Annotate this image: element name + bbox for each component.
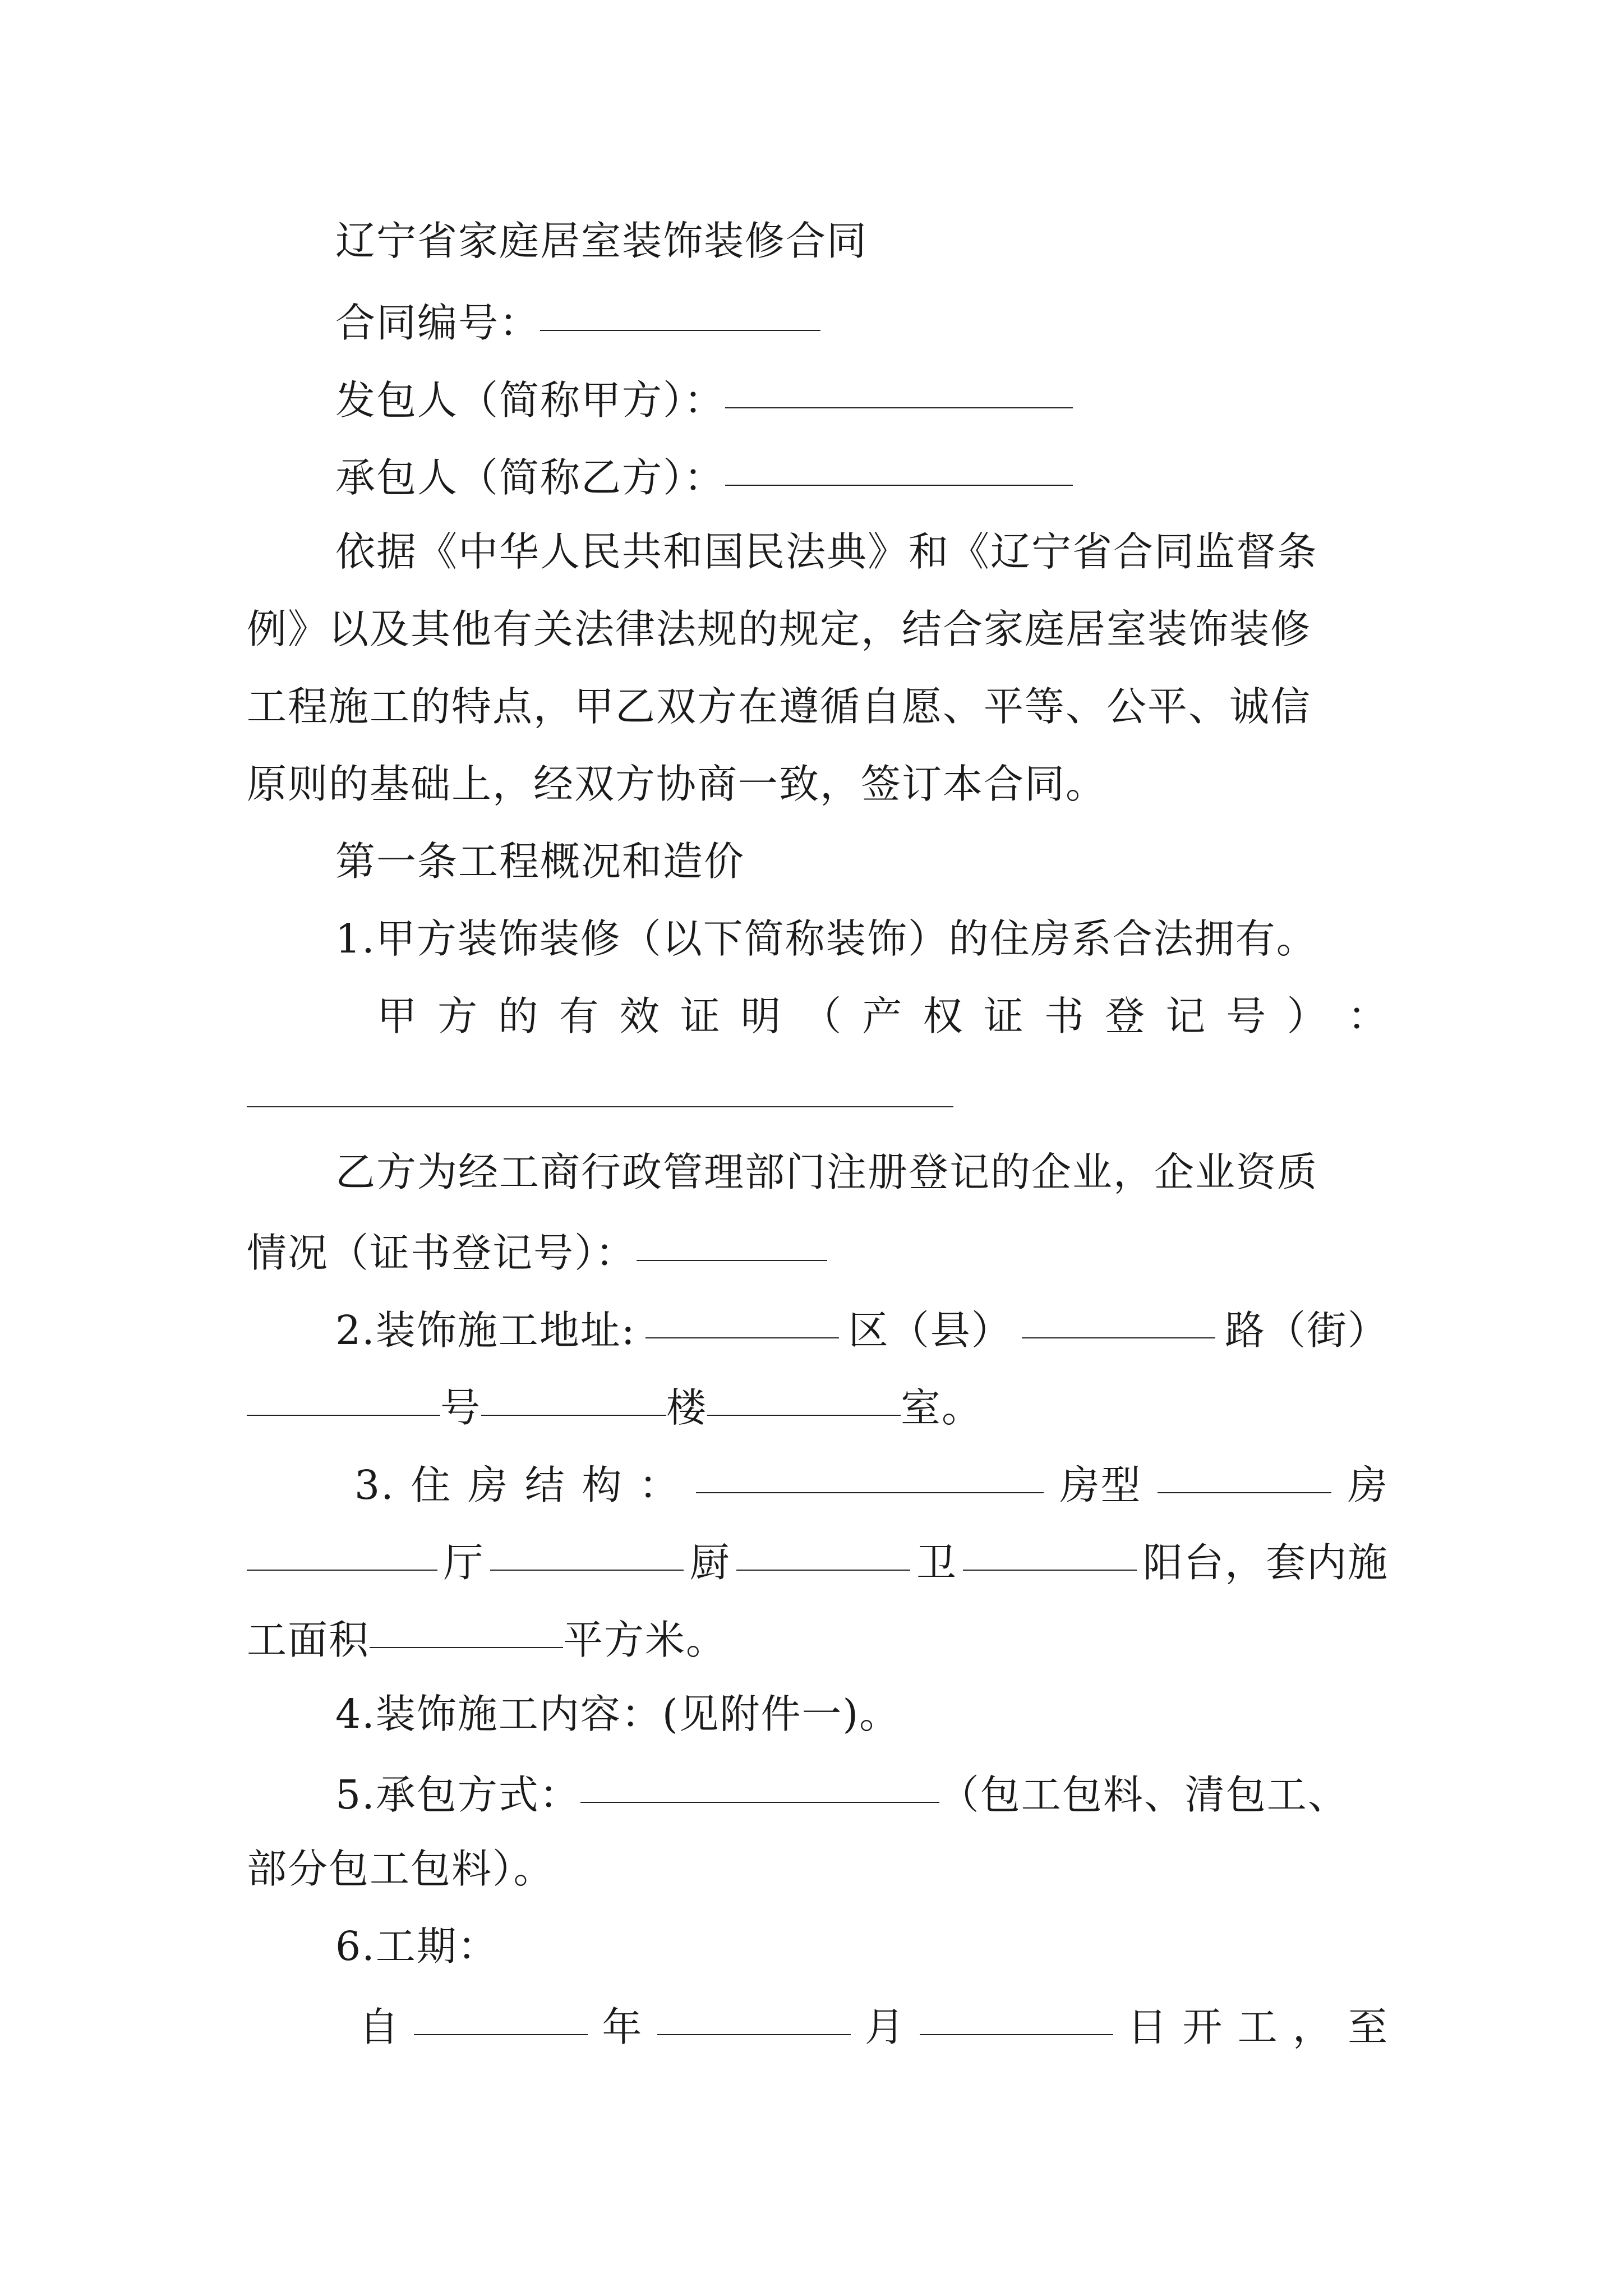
bath-blank[interactable]	[963, 1526, 1137, 1571]
month-label: 月	[864, 2004, 906, 2050]
item-1-char: 登	[1105, 993, 1146, 1039]
preamble-line-4: 原则的基础上，经双方协商一致，签订本合同。	[247, 761, 1107, 807]
district-label: 区（县）	[848, 1307, 1012, 1354]
start-char: ，	[1292, 2004, 1334, 2050]
kitchen-blank[interactable]	[736, 1526, 910, 1571]
area-prefix: 工面积	[247, 1617, 370, 1663]
start-char: 工	[1237, 2004, 1279, 2050]
item-5-line-1	[335, 1764, 1349, 1820]
structure-blank[interactable]	[696, 1448, 1044, 1493]
house-type-label: 房型	[1059, 1462, 1142, 1508]
year-label: 年	[602, 2004, 643, 2050]
contract-mode-blank[interactable]	[580, 1758, 939, 1803]
structure-label-char: 构	[582, 1462, 623, 1508]
item-1-char: 证	[983, 993, 1025, 1039]
item-1-char: 记	[1165, 993, 1207, 1039]
preamble-line-3: 工程施工的特点，甲乙双方在遵循自愿、平等、公平、诚信	[247, 683, 1312, 730]
item-1-char: 方	[437, 993, 479, 1039]
item-1-char: 权	[923, 993, 964, 1039]
start-day-blank[interactable]	[920, 1990, 1113, 2035]
item-1-char: 明	[741, 993, 782, 1039]
party-a-line	[335, 369, 1073, 425]
item-1-char: 的	[498, 993, 540, 1039]
item-1-char: 产	[862, 993, 903, 1039]
preamble-line-2: 例》以及其他有关法律法规的规定，结合家庭居室装饰装修	[247, 606, 1312, 652]
room-blank[interactable]	[707, 1371, 901, 1416]
hall-blank[interactable]	[490, 1526, 684, 1571]
balcony-label: 阳台，套内施	[1142, 1539, 1389, 1586]
room-label: 室。	[901, 1384, 983, 1431]
qualification-blank[interactable]	[637, 1216, 827, 1261]
contract-mode-options-1: （包工包料、清包工、	[939, 1772, 1349, 1818]
contract-mode-label: 5.承包方式：	[335, 1772, 580, 1818]
address-label: 2.装饰施工地址:	[335, 1307, 636, 1354]
item-1-char: 效	[619, 993, 661, 1039]
structure-label-char: ：	[639, 1462, 680, 1508]
kitchen-label: 厨	[689, 1539, 731, 1586]
item-1-char: 证	[680, 993, 721, 1039]
item-4-line: 4.装饰施工内容：(见附件一)。	[335, 1691, 901, 1737]
item-1-char: （	[801, 993, 843, 1039]
building-label: 楼	[666, 1384, 708, 1431]
item-1-char: ：	[1347, 993, 1389, 1039]
party-a-blank[interactable]	[725, 364, 1073, 408]
item-1b-line-2	[247, 1222, 827, 1278]
room-count-label: 房	[1347, 1462, 1389, 1508]
contract-number-label: 合同编号：	[335, 300, 541, 346]
preamble-line-1: 依据《中华人民共和国民法典》和《辽宁省合同监督条	[335, 528, 1318, 575]
building-blank[interactable]	[481, 1371, 666, 1416]
item-2-line-1	[335, 1299, 1389, 1355]
start-month-blank[interactable]	[657, 1990, 851, 2035]
party-a-label: 发包人（简称甲方）：	[335, 377, 725, 424]
day-label: 日	[1127, 2004, 1169, 2050]
area-suffix: 平方米。	[563, 1617, 727, 1663]
party-b-line	[335, 447, 1073, 503]
item-1-char: 甲	[377, 993, 418, 1039]
item-3-line-2	[247, 1531, 1389, 1588]
item-2-line-2	[247, 1377, 983, 1433]
structure-label-char: 住	[411, 1462, 452, 1508]
item-6-label: 6.工期：	[335, 1923, 499, 1970]
from-label: 自	[359, 2004, 400, 2050]
item-1-line-2	[377, 988, 1389, 1045]
room-count-blank[interactable]	[247, 1526, 437, 1571]
house-type-blank[interactable]	[1158, 1448, 1331, 1493]
item-3-line-1	[354, 1454, 1389, 1510]
party-b-blank[interactable]	[725, 441, 1073, 486]
start-char: 至	[1347, 2004, 1389, 2050]
item-1-char: 书	[1044, 993, 1085, 1039]
item-5-line-2: 部分包工包料）。	[247, 1846, 555, 1892]
party-b-label: 承包人（简称乙方）：	[335, 454, 725, 501]
road-label: 路（街）	[1224, 1307, 1389, 1354]
structure-label-char: 结	[524, 1462, 566, 1508]
article-1-title: 第一条工程概况和造价	[335, 838, 745, 885]
item-1-char: ）	[1287, 993, 1328, 1039]
item-1-char: 号	[1226, 993, 1267, 1039]
bath-label: 卫	[916, 1539, 957, 1586]
start-year-blank[interactable]	[414, 1990, 588, 2035]
number-blank[interactable]	[247, 1371, 440, 1416]
area-blank[interactable]	[370, 1603, 563, 1648]
structure-label-char: 房	[468, 1462, 509, 1508]
qualification-label: 情况（证书登记号）：	[247, 1230, 637, 1276]
contract-number-line	[335, 292, 820, 348]
road-blank[interactable]	[1022, 1294, 1215, 1338]
certificate-number-blank[interactable]	[247, 1106, 953, 1107]
number-label: 号	[440, 1384, 482, 1431]
item-1-line-1: 1.甲方装饰装修（以下简称装饰）的住房系合法拥有。	[335, 915, 1317, 962]
start-char: 开	[1182, 2004, 1224, 2050]
structure-label-char: 3.	[354, 1462, 395, 1508]
hall-label: 厅	[443, 1539, 485, 1586]
document-title: 辽宁省家庭居室装饰装修合同	[335, 218, 868, 264]
item-6-line-2	[359, 1996, 1389, 2052]
district-blank[interactable]	[645, 1294, 839, 1338]
item-1b-line-1: 乙方为经工商行政管理部门注册登记的企业，企业资质	[335, 1149, 1318, 1195]
item-1-char: 有	[559, 993, 600, 1039]
item-3-line-3	[247, 1609, 727, 1665]
contract-number-blank[interactable]	[540, 286, 820, 331]
